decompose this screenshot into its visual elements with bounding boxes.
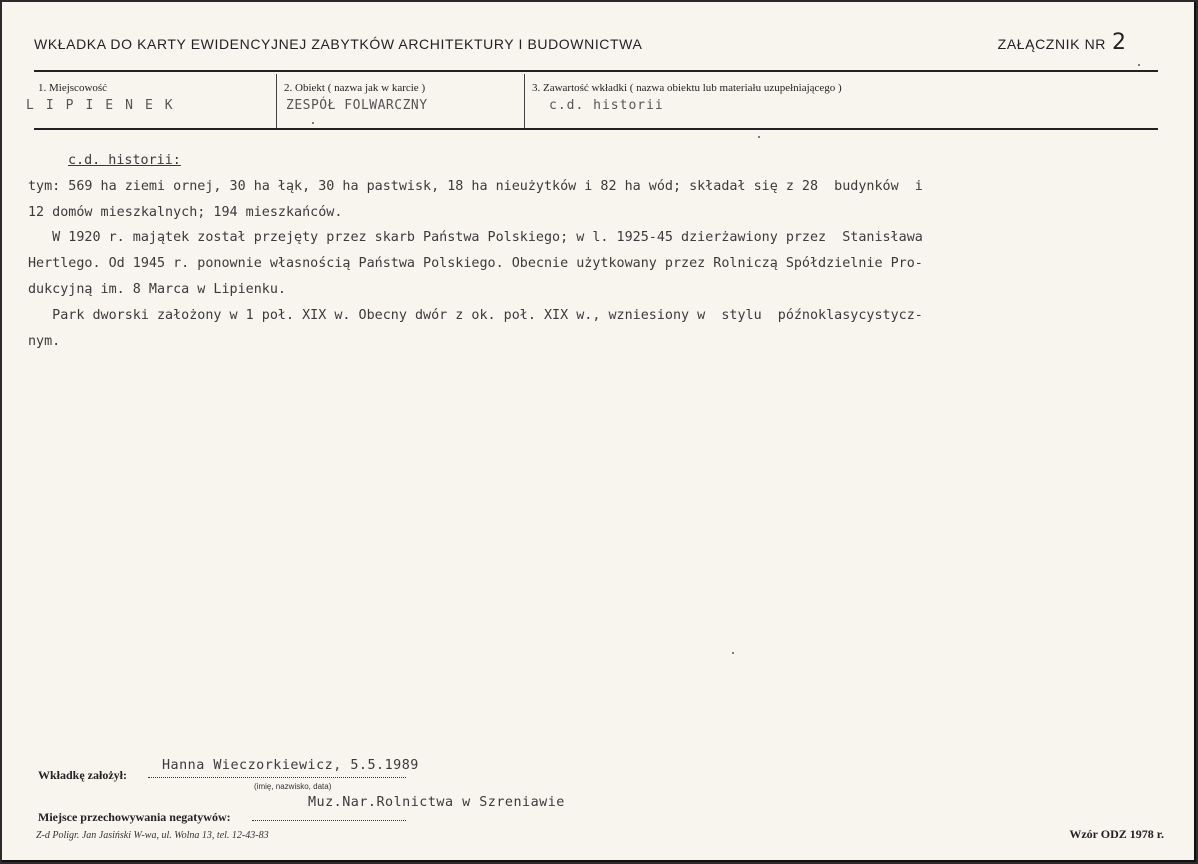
field-value-object: ZESPÓŁ FOLWARCZNY [286, 98, 428, 113]
inventory-card [2, 2, 1196, 862]
annex-number: 2 [1112, 30, 1126, 55]
created-by-value: Hanna Wieczorkiewicz, 5.5.1989 [162, 758, 419, 773]
body-line: Park dworski założony w 1 poł. XIX w. Obecny dwór z ok. poł. XIX w., wzniesiony w stylu późnoklasycystycz- [28, 307, 923, 323]
body-heading: c.d. historii: [68, 153, 181, 168]
fields-bottom-rule [34, 128, 1158, 130]
body-text [28, 148, 1158, 354]
body-line: Hertlego. Od 1945 r. ponownie własnością Państwa Polskiego. Obecnie użytkowany przez Rolniczą Spółdzielnie Pro- [28, 256, 923, 272]
created-by-label: Wkładkę założył: [38, 768, 127, 782]
created-by-caption: (imię, nazwisko, data) [254, 782, 332, 791]
field-divider-1 [276, 74, 277, 128]
body-line: tym: 569 ha ziemi ornej, 30 ha łąk, 30 ha pastwisk, 18 ha nieużytków i 82 ha wód; składał się z 28 budynków i [28, 178, 923, 194]
paper-speck [732, 652, 734, 654]
negatives-label: Miejsce przechowywania negatywów: [38, 810, 231, 824]
field-divider-2 [524, 74, 525, 128]
field-value-content: c.d. historii [549, 98, 664, 113]
annex-label [998, 30, 1126, 55]
negatives-dotted-line [252, 820, 406, 821]
printer-imprint: Z-d Poligr. Jan Jasiński W-wa, ul. Wolna 13, tel. 12-43-83 [36, 830, 269, 841]
body-line: nym. [28, 333, 61, 349]
paper-speck [1138, 64, 1140, 66]
negatives-value: Muz.Nar.Rolnictwa w Szreniawie [308, 795, 565, 810]
top-rule [34, 70, 1158, 72]
annex-text: ZAŁĄCZNIK NR [997, 36, 1106, 52]
form-number: Wzór ODZ 1978 r. [1069, 827, 1164, 841]
paper-speck [758, 136, 760, 138]
paper-speck [312, 122, 314, 124]
card-title: WKŁADKA DO KARTY EWIDENCYJNEJ ZABYTKÓW ARCHITEKTURY I BUDOWNICTWA [34, 36, 643, 52]
field-label-content: 3. Zawartość wkładki ( nazwa obiektu lub materiału uzupełniającego ) [532, 82, 842, 94]
body-line: dukcyjną im. 8 Marca w Lipienku. [28, 281, 286, 297]
field-label-locality: 1. Miejscowość [38, 82, 108, 94]
field-value-locality: LIPIENEK [26, 98, 185, 113]
created-by-dotted-line [148, 777, 406, 778]
field-label-object: 2. Obiekt ( nazwa jak w karcie ) [284, 82, 426, 94]
body-line: 12 domów mieszkalnych; 194 mieszkańców. [28, 204, 343, 220]
body-line: W 1920 r. majątek został przejęty przez skarb Państwa Polskiego; w l. 1925-45 dzierżawiony przez Stanisława [28, 230, 923, 246]
